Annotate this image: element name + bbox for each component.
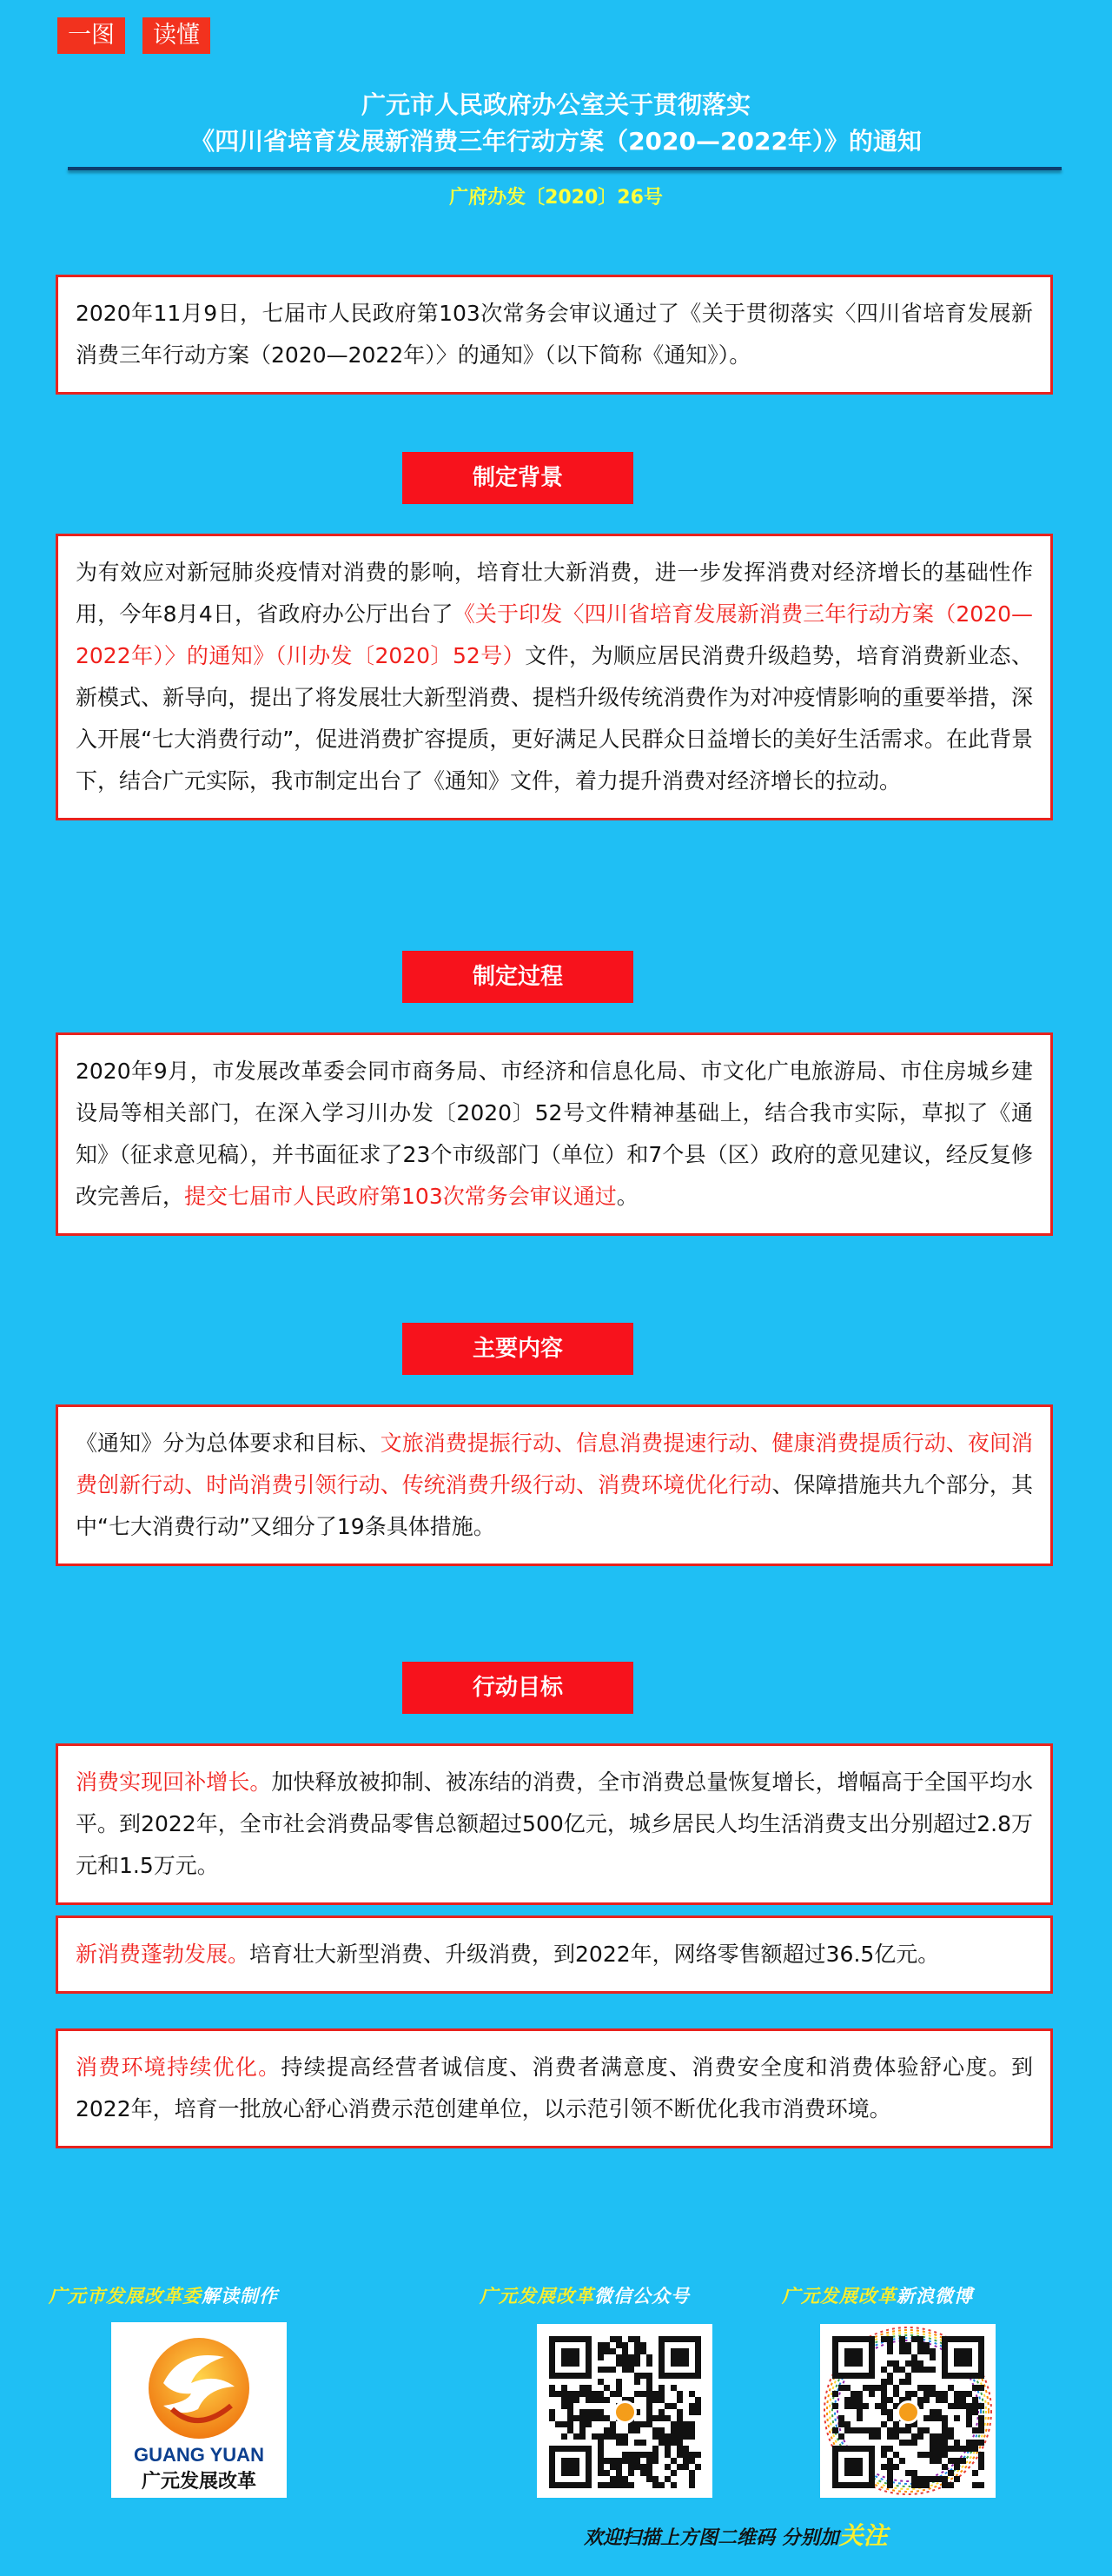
- guangyuan-logo-icon: [111, 2322, 287, 2498]
- goal-box-3: [56, 2028, 1053, 2148]
- section-heading-background: 制定背景: [402, 452, 633, 504]
- footer-caption-weibo: [782, 2282, 973, 2308]
- footer-caption-producer: [49, 2282, 278, 2308]
- document-number: 广府办发〔2020〕26号: [449, 187, 663, 209]
- process-highlight: 提交七届市人民政府第103次常务会审议通过: [184, 1184, 617, 1209]
- goal-3-lead: 消费环境持续优化。: [76, 2055, 281, 2080]
- section-heading-process: 制定过程: [402, 951, 633, 1003]
- process-text-1: 2020年9月，市发展改革委会同市商务局、市经济和信息化局、市文化广电旅游局、市住房城乡建设局等相关部门，在深入学习川办发〔2020〕52号文件精神基础上，结合我市实际，草拟了《通知》（征求意见稿），并书面征求了23个市级部门（单位）和7个县（区）政府的意见建议，经反复修改完善后，: [76, 1059, 1033, 1209]
- title-line-1: 广元市人民政府办公室关于贯彻落实: [361, 90, 751, 119]
- process-box: [56, 1032, 1053, 1236]
- tab-one-picture[interactable]: 一图: [57, 17, 125, 54]
- goal-2-text: 培育壮大新型消费、升级消费，到2022年，网络零售额超过36.5亿元。: [249, 1942, 940, 1967]
- content-actions: 文旅消费提振行动、信息消费提速行动、健康消费提质行动、夜间消费创新行动、时尚消费引领行动、传统消费升级行动、消费环境优化行动: [76, 1431, 1033, 1497]
- caption-weibo-org: 广元发展改革: [782, 2286, 897, 2307]
- title-line-2: 《四川省培育发展新消费三年行动方案（2020—2022年）》的通知: [190, 127, 922, 156]
- tab-understand[interactable]: 读懂: [142, 17, 210, 54]
- goal-3-text: 持续提高经营者诚信度、消费者满意度、消费安全度和消费体验舒心度。到2022年，培育一批放心舒心消费示范创建单位，以示范引领不断优化我市消费环境。: [76, 2055, 1033, 2121]
- logo-english-text: GUANG YUAN: [134, 2444, 264, 2466]
- goal-box-1: [56, 1743, 1053, 1905]
- page-title: [0, 87, 1112, 160]
- caption-role: 解读制作: [202, 2286, 278, 2307]
- note-highlight: 关注: [838, 2521, 888, 2550]
- intro-text: 2020年11月9日，七届市人民政府第103次常务会审议通过了《关于贯彻落实〈四川省培育发展新消费三年行动方案（2020—2022年）〉的通知》（以下简称《通知》）。: [76, 301, 1033, 368]
- content-text-2: 、保障措施共九个部分，其中“七大消费行动”又细分了19条具体措施。: [76, 1472, 1033, 1539]
- goal-1-text: 加快释放被抑制、被冻结的消费，全市消费总量恢复增长，增幅高于全国平均水平。到2022年，全市社会消费品零售总额超过500亿元，城乡居民人均生活消费支出分别超过2.8万元和1.5万元。: [76, 1769, 1033, 1878]
- footer-caption-wechat: [480, 2282, 690, 2308]
- caption-wechat-type: 微信公众号: [594, 2286, 690, 2307]
- background-text-2: 文件，为顺应居民消费升级趋势，培育消费新业态、新模式、新导向，提出了将发展壮大新型消费、提档升级传统消费作为对冲疫情影响的重要举措，深入开展“七大消费行动”，促进消费扩容提质，更好满足人民群众日益增长的美好生活需求。在此背景下，结合广元实际，我市制定出台了《通知》文件，着力提升消费对经济增长的拉动。: [76, 643, 1033, 793]
- background-text-1: 为有效应对新冠肺炎疫情对消费的影响，培育壮大新消费，进一步发挥消费对经济增长的基础性作用，今年8月4日，省政府办公厅出台了: [76, 560, 1033, 627]
- caption-org: 广元市发展改革委: [49, 2286, 202, 2307]
- note-text: 欢迎扫描上方图二维码 分别加: [584, 2527, 839, 2549]
- logo-chinese-text: 广元发展改革: [141, 2471, 257, 2493]
- process-text-2: 。: [616, 1184, 639, 1209]
- content-text-1: 《通知》分为总体要求和目标、: [76, 1431, 381, 1456]
- caption-weibo-type: 新浪微博: [897, 2286, 973, 2307]
- goal-1-lead: 消费实现回补增长。: [76, 1769, 272, 1795]
- caption-wechat-org: 广元发展改革: [480, 2286, 594, 2307]
- wechat-qr-icon: [537, 2324, 712, 2498]
- section-heading-content: 主要内容: [402, 1323, 633, 1375]
- background-box: [56, 534, 1053, 820]
- content-box: [56, 1404, 1053, 1566]
- goal-2-lead: 新消费蓬勃发展。: [76, 1942, 250, 1967]
- goal-box-2: [56, 1915, 1053, 1994]
- weibo-qr-icon: [820, 2324, 996, 2498]
- footer-note: [584, 2517, 888, 2552]
- section-heading-goals: 行动目标: [402, 1662, 633, 1714]
- intro-box: [56, 275, 1053, 395]
- background-doc-title: 《关于印发〈四川省培育发展新消费三年行动方案（2020—2022年）〉的通知》（川办发〔2020〕52号）: [76, 601, 1033, 668]
- title-divider: [68, 167, 1062, 170]
- tab-bar: [57, 17, 210, 54]
